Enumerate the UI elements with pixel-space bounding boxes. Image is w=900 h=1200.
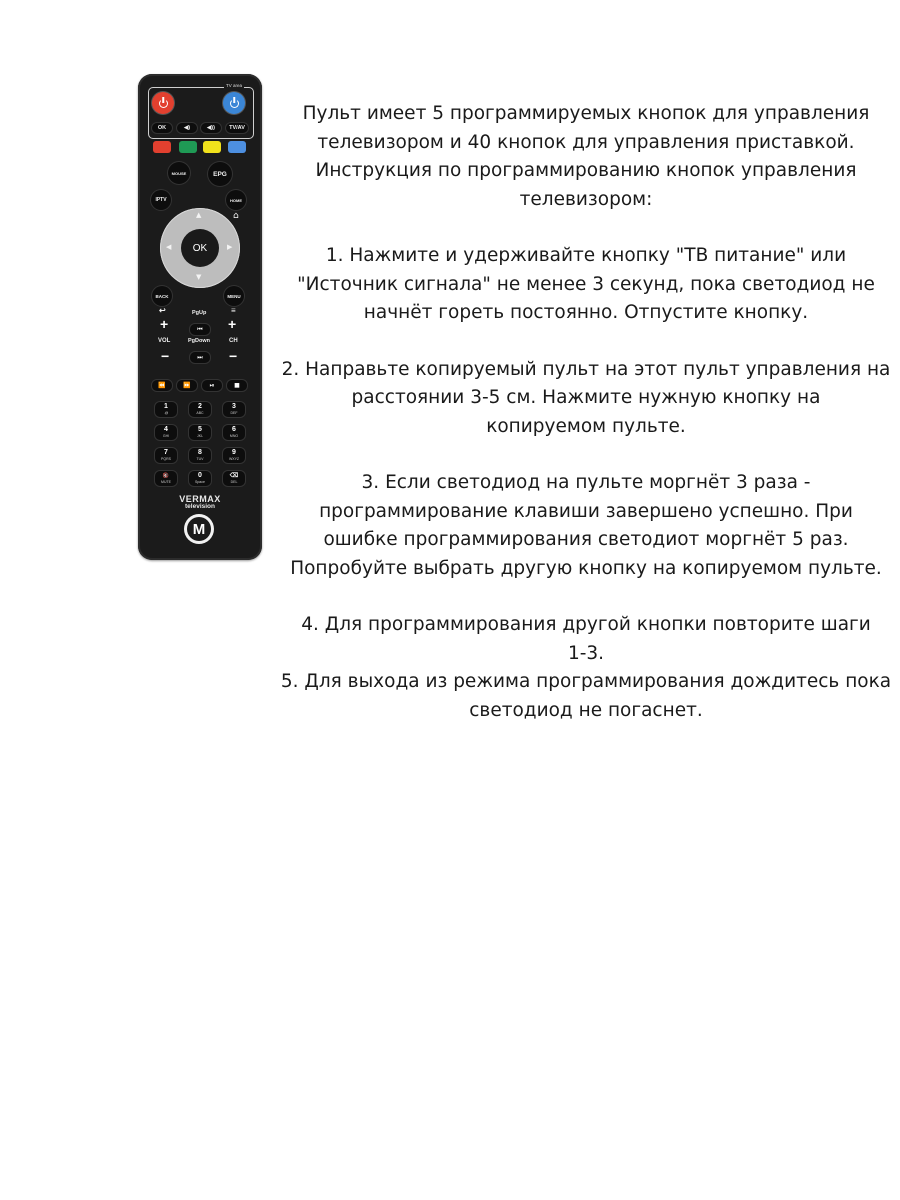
- speaker-high-icon: ◀)): [207, 125, 215, 131]
- arrow-right-icon[interactable]: ▶: [227, 243, 233, 251]
- blue-key[interactable]: [228, 141, 246, 153]
- tv-area-label: TV area: [225, 83, 242, 88]
- vol-plus-button[interactable]: +: [160, 316, 169, 332]
- arrow-up-icon[interactable]: ▲: [196, 211, 202, 219]
- vermax-logo: [184, 514, 214, 544]
- step-5: [272, 668, 900, 725]
- key-5[interactable]: 5 JKL: [189, 425, 211, 440]
- play-pause-button[interactable]: ⏯: [202, 380, 222, 391]
- text-line: ошибке программирования светодиот моргнёт 5 раз.: [323, 529, 849, 550]
- ch-label: CH: [229, 338, 238, 344]
- back-button[interactable]: BACK: [152, 286, 172, 306]
- page-up-button[interactable]: ⏮: [190, 324, 210, 335]
- key-7[interactable]: 7 PQRS: [155, 448, 177, 463]
- vol-label: VOL: [158, 338, 171, 344]
- arrow-left-icon[interactable]: ◀: [166, 243, 172, 251]
- key-3[interactable]: 3 DEF: [223, 402, 245, 417]
- speaker-low-icon: ◀): [183, 125, 191, 131]
- instructions-text: [272, 100, 900, 725]
- mouse-button[interactable]: MOUSE: [168, 162, 190, 184]
- home-icon: ⌂: [233, 211, 239, 221]
- tv-ok-button[interactable]: OK: [152, 123, 172, 133]
- tv-av-button[interactable]: TV/AV: [226, 123, 248, 133]
- key-0[interactable]: 0 Space: [189, 471, 211, 486]
- step-1: [272, 242, 900, 328]
- tv-volume-up-button[interactable]: [201, 123, 221, 133]
- text-line: Инструкция по программированию кнопок управления: [315, 160, 857, 181]
- back-icon: ↩: [159, 306, 166, 315]
- pgdown-label: PgDown: [188, 338, 210, 344]
- text-line: расстоянии 3-5 см. Нажмите нужную кнопку на: [351, 387, 821, 408]
- key-6[interactable]: 6 MNO: [223, 425, 245, 440]
- epg-button[interactable]: EPG: [208, 162, 232, 186]
- text-line: 4. Для программирования другой кнопки повторите шаги: [301, 614, 871, 635]
- key-4[interactable]: 4 GHI: [155, 425, 177, 440]
- home-button[interactable]: HOME: [226, 190, 246, 210]
- text-line: телевизором:: [519, 188, 653, 210]
- text-line: 2. Направьте копируемый пульт на этот пульт управления на: [281, 358, 891, 380]
- vol-minus-button[interactable]: −: [161, 348, 170, 364]
- menu-button[interactable]: MENU: [224, 286, 244, 306]
- pgup-label: PgUp: [192, 310, 207, 316]
- yellow-key[interactable]: [203, 141, 221, 153]
- key-1[interactable]: 1 .@: [155, 402, 177, 417]
- mute-key[interactable]: 🔇 MUTE: [155, 471, 177, 486]
- logo-letter: M: [187, 517, 211, 541]
- stb-power-button[interactable]: [152, 92, 174, 114]
- brand-name: VERMAX: [179, 494, 221, 504]
- remote-control-image: [138, 74, 262, 560]
- text-line: 1. Нажмите и удерживайте кнопку "ТВ питание" или: [325, 245, 847, 266]
- green-key[interactable]: [179, 141, 197, 153]
- text-line: начнёт гореть постоянно. Отпустите кнопку.: [363, 302, 809, 323]
- text-line: светодиод не погаснет.: [469, 699, 703, 721]
- text-line: Попробуйте выбрать другую кнопку на копируемом пульте.: [290, 557, 882, 579]
- delete-key[interactable]: ⌫ DEL: [223, 471, 245, 486]
- brand-subtitle: television: [185, 503, 215, 510]
- key-9[interactable]: 9 WXYZ: [223, 448, 245, 463]
- step-2: [272, 356, 900, 442]
- ch-minus-button[interactable]: −: [229, 348, 238, 364]
- rewind-button[interactable]: ⏪: [152, 380, 172, 391]
- text-line: телевизором и 40 кнопок для управления приставкой.: [317, 131, 855, 153]
- step-4: [272, 611, 900, 668]
- key-2[interactable]: 2 ABC: [189, 402, 211, 417]
- list-icon: ≡: [231, 306, 236, 315]
- text-line: копируемом пульте.: [486, 415, 686, 437]
- tv-power-button[interactable]: [223, 92, 245, 114]
- tv-volume-down-button[interactable]: [177, 123, 197, 133]
- power-icon: [230, 99, 239, 108]
- ch-plus-button[interactable]: +: [228, 316, 237, 332]
- red-key[interactable]: [153, 141, 171, 153]
- key-8[interactable]: 8 TUV: [189, 448, 211, 463]
- step-3: [272, 469, 900, 583]
- stop-button[interactable]: ■: [227, 380, 247, 391]
- iptv-button[interactable]: IPTV: [151, 190, 171, 210]
- text-line: "Источник сигнала" не менее 3 секунд, пока светодиод не: [297, 273, 875, 295]
- text-line: Пульт имеет 5 программируемых кнопок для управления: [302, 103, 870, 124]
- arrow-down-icon[interactable]: ▼: [196, 273, 202, 281]
- text-line: 5. Для выхода из режима программирования дождитесь пока: [280, 671, 892, 692]
- text-line: программирование клавиши завершено успешно. При: [319, 500, 853, 522]
- power-icon: [159, 99, 168, 108]
- page-down-button[interactable]: ⏭: [190, 352, 210, 363]
- text-line: 1-3.: [567, 642, 605, 664]
- fast-forward-button[interactable]: ⏩: [177, 380, 197, 391]
- intro-paragraph: [272, 100, 900, 214]
- ok-button[interactable]: OK: [181, 229, 219, 267]
- text-line: 3. Если светодиод на пульте моргнёт 3 раза -: [361, 472, 811, 493]
